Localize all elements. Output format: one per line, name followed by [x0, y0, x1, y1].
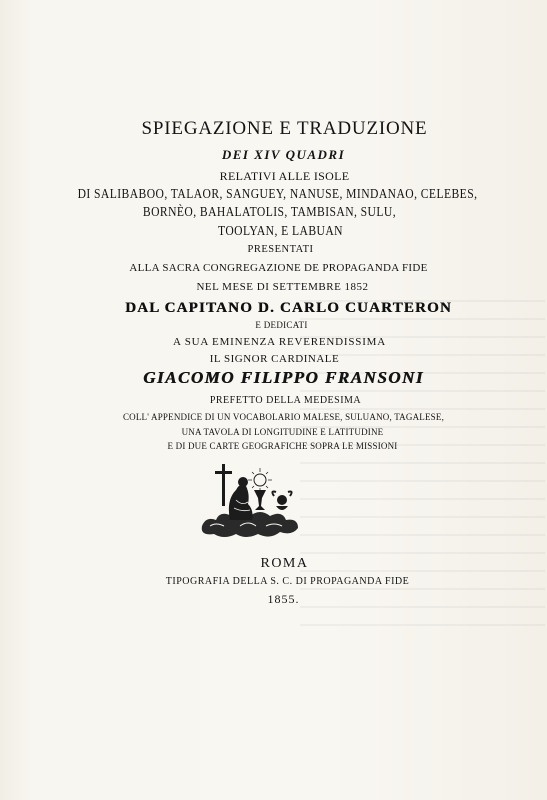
book-title: SPIEGAZIONE E TRADUZIONE: [141, 118, 428, 139]
relativi-line: RELATIVI ALLE ISOLE: [219, 169, 350, 183]
congregation-line: ALLA SACRA CONGREGAZIONE DE PROPAGANDA FIDE: [129, 262, 428, 274]
appendix-line-1: COLL' APPENDICE DI UN VOCABOLARIO MALESE, SULUANO, TAGALESE,: [122, 412, 445, 422]
cardinal-title-line: IL SIGNOR CARDINALE: [209, 353, 340, 365]
printer: TIPOGRAFIA DELLA S. C. DI PROPAGANDA FIDE: [165, 576, 410, 587]
appendix-line-2: UNA TAVOLA DI LONGITUDINE E LATITUDINE: [181, 427, 384, 437]
religious-vignette-icon: [196, 460, 304, 540]
islands-line-3: TOOLYAN, E LABUAN: [218, 223, 343, 238]
book-subtitle: DEI XIV QUADRI: [221, 147, 346, 162]
appendix-line-3: E DI DUE CARTE GEOGRAFICHE SOPRA LE MISSIONI: [167, 441, 398, 451]
date-line: NEL MESE DI SETTEMBRE 1852: [196, 281, 369, 293]
dedicati-line: E DEDICATI: [255, 320, 308, 330]
publication-year: 1855.: [267, 592, 300, 606]
eminence-line: A SUA EMINENZA REVERENDISSIMA: [173, 336, 386, 348]
presentati-line: PRESENTATI: [247, 244, 314, 255]
prefect-line: PREFETTO DELLA MEDESIMA: [209, 395, 362, 406]
author-line: DAL CAPITANO D. CARLO CUARTERON: [125, 300, 452, 316]
islands-line-1: DI SALIBABOO, TALAOR, SANGUEY, NANUSE, MINDANAO, CELEBES,: [77, 186, 478, 201]
cardinal-name: GIACOMO FILIPPO FRANSONI: [143, 368, 424, 387]
islands-line-2: BORNÈO, BAHALATOLIS, TAMBISAN, SULU,: [142, 204, 397, 219]
city: ROMA: [260, 556, 309, 571]
